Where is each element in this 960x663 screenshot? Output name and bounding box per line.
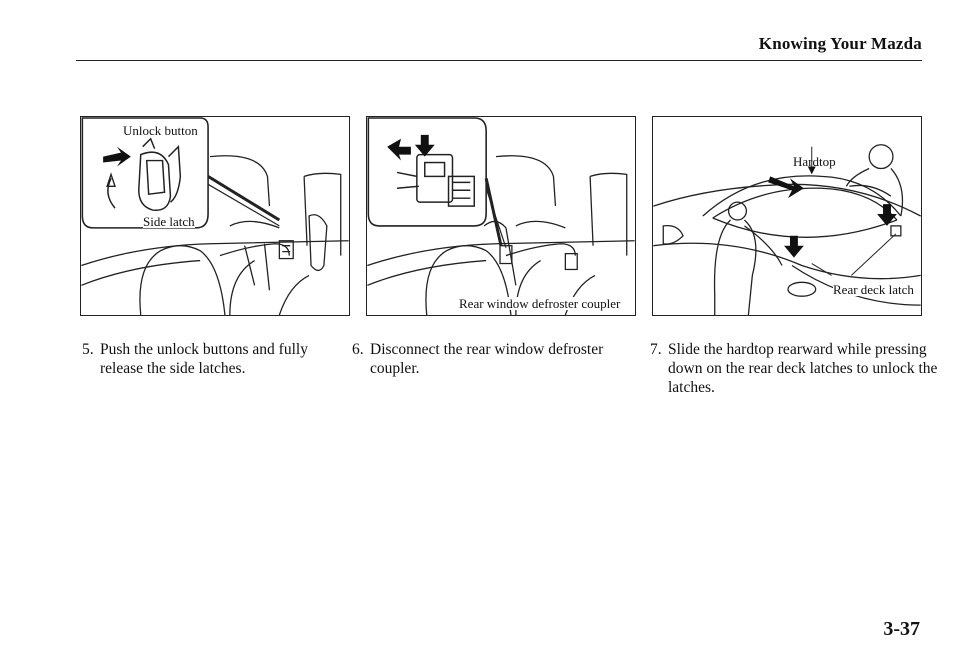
step-text: Disconnect the rear window defroster coupler. bbox=[370, 341, 604, 377]
figure-unlock-side-latch bbox=[80, 116, 350, 316]
side-latch-label: Side latch bbox=[143, 214, 195, 229]
header-divider bbox=[76, 60, 922, 61]
rear-deck-latch-label: Rear deck latch bbox=[833, 282, 914, 297]
figure-defroster-coupler bbox=[366, 116, 636, 316]
defroster-coupler-illustration bbox=[367, 117, 635, 315]
step-7 bbox=[650, 340, 940, 397]
unlock-button-label: Unlock button bbox=[123, 123, 198, 138]
step-text: Push the unlock buttons and fully release the side latches. bbox=[100, 341, 308, 377]
step-text: Slide the hardtop rearward while pressing down on the rear deck latches to unlock the latches. bbox=[668, 341, 938, 396]
step-5 bbox=[82, 340, 332, 378]
side-latch-illustration bbox=[81, 117, 349, 315]
section-title: Knowing Your Mazda bbox=[758, 34, 922, 53]
step-number: 5. bbox=[82, 341, 94, 358]
step-number: 6. bbox=[352, 341, 364, 358]
page-number: 3-37 bbox=[883, 618, 920, 640]
figure-hardtop-removal bbox=[652, 116, 922, 316]
step-number: 7. bbox=[650, 341, 662, 358]
step-6 bbox=[352, 340, 642, 378]
hardtop-label: Hardtop bbox=[793, 154, 836, 169]
defroster-coupler-label: Rear window defroster coupler bbox=[459, 296, 621, 311]
